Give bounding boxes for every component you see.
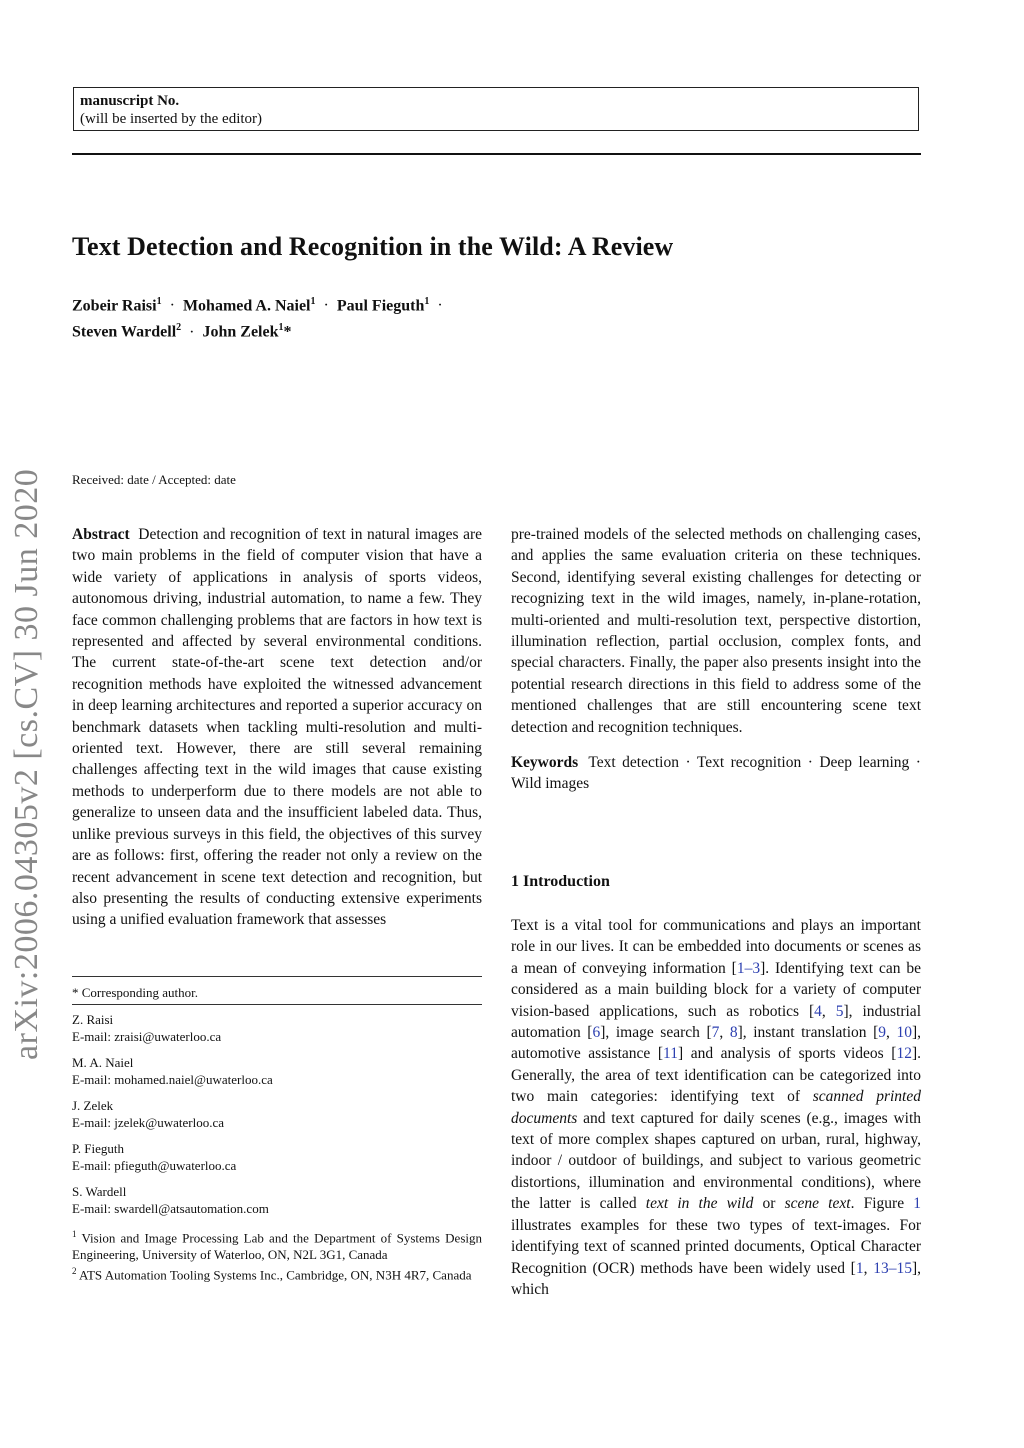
author-affiliation: 1 — [156, 296, 162, 307]
author-separator: · — [323, 297, 329, 315]
author-separator: · — [189, 323, 195, 341]
keywords: Keywords Text detection · Text recognition · Deep learning · Wild images — [511, 754, 921, 793]
section-heading: 1 Introduction — [511, 873, 610, 890]
citation-link[interactable]: 4 — [814, 1002, 822, 1020]
contact-email: E-mail: mohamed.naiel@uwaterloo.ca — [72, 1072, 273, 1087]
author-name: John Zelek — [202, 323, 279, 341]
citation-link[interactable]: 8 — [729, 1024, 738, 1042]
author-affiliation: 1 — [310, 296, 316, 307]
author-name: Zobeir Raisi — [72, 297, 157, 315]
author-affiliation: 1 — [424, 296, 430, 307]
contact-list — [72, 1011, 482, 1284]
footnote-rule — [72, 976, 482, 977]
intro-text: and text captured for daily scenes (e.g., images with text of more complex shapes captured on urban, rural, highway, indoor / outdoor of buildings, and subject to various geometric distortions, illumination and environmental conditions), where the latter is called — [511, 1109, 921, 1213]
manuscript-note: (will be inserted by the editor) — [80, 111, 263, 127]
contact-entry — [72, 1054, 482, 1088]
author-line-1 — [72, 291, 451, 317]
author-affiliation: 2 — [176, 322, 182, 334]
intro-text: ], which — [511, 1259, 922, 1298]
author-separator: · — [169, 297, 175, 315]
intro-text: illustrates examples for these two types of text-images. For identifying text of scanned printed documents, Optical Character Recognition (OCR) methods have been widely used [ — [511, 1216, 921, 1277]
intro-text: ]. Identifying text can be considered as a main building block for a variety of computer vision-based applications, such as robotics [ — [511, 959, 921, 1020]
citation-link[interactable]: 12 — [896, 1045, 912, 1063]
intro-emphasis: scene text — [784, 1195, 851, 1213]
citation-link[interactable]: 6 — [592, 1024, 601, 1042]
corresponding-footnote: * Corresponding author. — [72, 985, 199, 1000]
arxiv-identifier: arXiv:2006.04305v2 [cs.CV] 30 Jun 2020 — [8, 468, 45, 1060]
keyword: Deep learning — [819, 754, 910, 772]
abstract-text: Detection and recognition of text in natural images are two main problems in the field of computer vision that have a wide variety of applications in analysis of sports videos, autonomous driving, industrial automation, to name a few. They face common challenging problems that are factors in how text is represented and affected by several environmental conditions. The current state-of-the-art scene text detection and/or recognition methods have exploited the witnessed advancement in deep learning architectures and reported a superior accuracy on benchmark datasets when tackling multi-resolution and multi-oriented text. However, there are still several remaining challenges affecting text in the wild images that cause existing methods to underperform due to there models are not able to generalize to unseen data and the insufficient labeled data. Thus, unlike previous surveys in this field, the objectives of this survey are as follows: first, offering the reader not only a review on the recent advancement in scene text detection and recognition, but also presenting the results of conducting extensive experiments using a unified evaluation framework that assesses — [72, 526, 482, 929]
author-affiliation: 1 — [278, 322, 284, 334]
author-separator: · — [437, 297, 443, 315]
contact-email: E-mail: pfieguth@uwaterloo.ca — [72, 1158, 237, 1173]
author-line-2 — [72, 317, 451, 343]
intro-text: ], industrial automation [ — [511, 1002, 921, 1042]
intro-paragraph: Text is a vital tool for communications and plays an important role in our lives. It can be embedded into documents or scenes as a mean of conveying information [1–3]. Identifying text can be considered as a main building block for a variety of computer vision-based applications, such as robotics [4, 5], industrial automation [6], image search [7, 8], instant translation [9, 10], automotive assistance [11] and analysis of sports videos [12]. Generally, the area of text identification can be categorized into two main categories: identifying text of scanned printed documents and text captured for daily scenes (e.g., images with text of more complex shapes captured on urban, rural, highway, indoor / outdoor of buildings, and subject to various geometric distortions, illumination and environmental conditions), where the latter is called text in the wild or scene text. Figure 1 illustrates examples for these two types of text-images. For identifying text of scanned printed documents, Optical Character Recognition (OCR) methods have been widely used [1, 13–15], which — [511, 917, 922, 1298]
intro-text: or — [753, 1195, 785, 1213]
citation-link[interactable]: 13–15 — [873, 1259, 912, 1277]
keyword: Wild images — [511, 775, 590, 793]
intro-text: ], image search [ — [600, 1024, 712, 1042]
keywords-label: Keywords — [511, 754, 579, 772]
citation-link[interactable]: 1 — [855, 1259, 864, 1277]
author-name: Paul Fieguth — [336, 297, 425, 315]
citation-link[interactable]: 9 — [878, 1024, 887, 1042]
contact-name: M. A. Naiel — [72, 1055, 134, 1070]
contact-name: J. Zelek — [72, 1098, 114, 1113]
abstract-continued: pre-trained models of the selected methods on challenging cases, and applies the same evaluation criteria on these techniques. Second, identifying several existing challenges for detecting or recognizing text in the wild images, namely, in-plane-rotation, multi-oriented and multi-resolution text, perspective distortion, illumination reflection, partial occlusion, complex fonts, and special characters. Finally, the paper also presents insight into the potential research directions in this field to address some of the mentioned challenges that are still encountering scene text detection and recognition techniques. — [511, 526, 921, 736]
intro-text: ]. Generally, the area of text identification can be categorized into two main categories: identifying text of — [511, 1045, 921, 1106]
manuscript-label: manuscript No. — [80, 93, 180, 109]
corresponding-mark: * — [283, 323, 292, 341]
contact-name: Z. Raisi — [72, 1012, 114, 1027]
abstract-label: Abstract — [72, 526, 130, 543]
intro-text: ] and analysis of sports videos [ — [677, 1045, 897, 1063]
figure-link[interactable]: 1 — [913, 1195, 921, 1213]
left-column — [72, 524, 482, 931]
author-list — [72, 291, 451, 344]
affiliation-text: Vision and Image Processing Lab and the Department of Systems Design Engineering, University of Waterloo, ON, N2L 3G1, Canada — [72, 1230, 482, 1263]
contact-name: P. Fieguth — [72, 1141, 125, 1156]
intro-emphasis: scanned printed documents — [511, 1088, 921, 1127]
citation-link[interactable]: 1–3 — [736, 959, 761, 977]
intro-text: ], instant translation [ — [737, 1024, 879, 1042]
paper-title: Text Detection and Recognition in the Wild: A Review — [72, 232, 674, 261]
footnote-rule-2 — [72, 1004, 482, 1005]
contact-entry — [72, 1097, 482, 1131]
keyword: Text recognition — [696, 754, 802, 772]
keyword: Text detection — [588, 754, 679, 772]
introduction — [511, 915, 921, 1300]
abstract — [72, 524, 482, 931]
affiliation-2 — [72, 1263, 482, 1283]
contact-email: E-mail: swardell@atsautomation.com — [72, 1201, 269, 1216]
header-rule — [72, 153, 921, 155]
intro-text: . Figure — [850, 1195, 914, 1213]
received-date: Received: date / Accepted: date — [72, 472, 236, 487]
intro-text: ], automotive assistance [ — [511, 1024, 922, 1063]
affiliation-text: ATS Automation Tooling Systems Inc., Cambridge, ON, N3H 4R7, Canada — [79, 1267, 472, 1283]
citation-link[interactable]: 11 — [663, 1045, 678, 1063]
intro-text: Text is a vital tool for communications and plays an important role in our lives. It can be embedded into documents or scenes as a mean of conveying information [ — [511, 917, 921, 977]
citation-link[interactable]: 10 — [896, 1024, 912, 1042]
contact-entry — [72, 1140, 482, 1174]
intro-emphasis: text in the wild — [645, 1195, 754, 1213]
contact-email: E-mail: zraisi@uwaterloo.ca — [72, 1029, 222, 1044]
contact-entry — [72, 1183, 482, 1217]
citation-link[interactable]: 7 — [711, 1024, 720, 1042]
contact-email: E-mail: jzelek@uwaterloo.ca — [72, 1115, 225, 1130]
right-column — [511, 524, 921, 795]
author-name: Steven Wardell — [72, 323, 177, 341]
manuscript-box — [73, 87, 919, 131]
citation-link[interactable]: 5 — [835, 1002, 844, 1020]
affiliation-number: 1 — [72, 1229, 77, 1239]
contact-entry — [72, 1011, 482, 1045]
contact-name: S. Wardell — [72, 1184, 127, 1199]
author-name: Mohamed A. Naiel — [182, 297, 311, 315]
affiliation-1 — [72, 1226, 482, 1263]
affiliation-number: 2 — [72, 1266, 77, 1277]
